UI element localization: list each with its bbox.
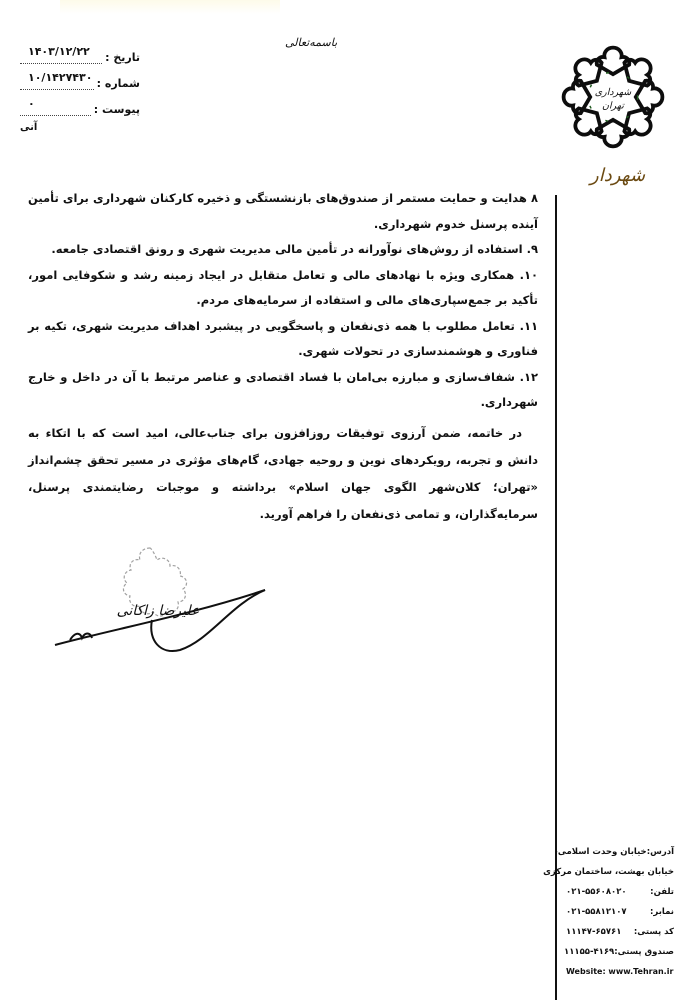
phone-value: ۰۲۱-۵۵۶۰۸۰۲۰ [566, 887, 627, 897]
date-label: تاریخ : [105, 51, 140, 64]
number-row [20, 64, 140, 90]
urgency-note [20, 122, 140, 133]
fax-value: ۰۲۱-۵۵۸۱۲۱۰۷ [566, 907, 627, 917]
postal-code-value: ۱۱۱۴۷-۶۵۷۶۱ [566, 927, 622, 937]
closing-vision-highlight: «تهران؛ کلان‌شهر الگوی جهان اسلام» [288, 479, 538, 494]
address-line1: خیابان وحدت اسلامی، [554, 847, 647, 857]
scan-tint [60, 0, 280, 14]
body-item-12: ۱۲. شفاف‌سازی و مبارزه بی‌امان با فساد اقتصادی و عناصر مرتبط با آن در داخل و خارج شهرداری. [28, 369, 538, 409]
phone-label: تلفن: [650, 887, 674, 897]
mayor-title: شهردار [590, 165, 646, 186]
address-label: آدرس: [646, 847, 674, 857]
fax-label: نمابر: [650, 907, 674, 917]
attachment-row [20, 90, 140, 116]
po-box-value: ۱۱۱۵۵-۴۱۶۹ [564, 947, 615, 957]
closing-paragraph [28, 420, 538, 528]
body-item-8: ۸ هدایت و حمایت مستمر از صندوق‌های بازنشستگی و ذخیره کارکنان شهرداری برای تأمین آینده پرسنل خدوم شهرداری. [28, 191, 538, 231]
postal-code-label: کد پستی: [633, 927, 674, 937]
postal-code-row [566, 922, 674, 942]
attachment-label: پیوست : [93, 103, 140, 116]
signature-name: علیرضا زاکانی [116, 603, 200, 619]
signature-with-stamp [40, 530, 280, 660]
date-row [20, 38, 140, 64]
closing-part2: برداشته و موجبات رضایتمندی پرسنل، سرمایه‌گذاران، و تمامی ذی‌نفعان را فراهم آورید. [28, 479, 538, 521]
body-item-9: ۹. استفاده از روش‌های نوآورانه در تأمین مالی مدیریت شهری و رونق اقتصادی جامعه. [51, 242, 538, 256]
po-box-label: صندوق پستی: [614, 947, 674, 957]
letter-body [28, 186, 538, 528]
contact-block [543, 842, 674, 982]
number-value: ۱۰/۱۴۲۷۴۳۰ [20, 71, 94, 90]
urgency-note-text: آنی [20, 122, 38, 133]
address-row [554, 842, 674, 862]
po-box-row [566, 942, 674, 962]
address-line2: خیابان بهشت، ساختمان مرکزی [543, 867, 674, 877]
svg-text:شهرداری: شهرداری [594, 87, 632, 99]
invocation-heading: باسمه‌تعالی [285, 36, 338, 49]
fax-row [566, 902, 674, 922]
svg-text:تهران: تهران [602, 100, 624, 112]
number-label: شماره : [96, 77, 140, 90]
phone-row [566, 882, 674, 902]
body-item-11: ۱۱. تعامل مطلوب با همه ذی‌نفعان و پاسخگویی در پیشبرد اهداف مدیریت شهری، تکیه بر فناوری و هوشمندسازی در تحولات شهری. [28, 318, 538, 358]
address-row-2 [543, 862, 674, 882]
tehran-municipality-logo-icon [556, 40, 670, 154]
closing-part1: در خاتمه، ضمن آرزوی توفیقات روزافزون برای جناب‌عالی، امید است که با اتکاء به دانش و تجربه، رویکردهای نوین و روحیه جهادی، گام‌های مؤثری در مسیر تحقق چشم‌انداز [28, 425, 538, 467]
date-value: ۱۴۰۳/۱۲/۲۲ [20, 45, 102, 64]
attachment-value: ۰ [20, 97, 91, 116]
body-item-10: ۱۰. همکاری ویژه با نهادهای مالی و تعامل متقابل در ایجاد زمینه رشد و شکوفایی امور، تأکید بر جمع‌سپاری‌های مالی و استفاده از سرمایه‌های مردم. [28, 267, 538, 307]
website-link[interactable]: Website: www.Tehran.ir [566, 967, 674, 976]
letter-meta [20, 38, 140, 133]
